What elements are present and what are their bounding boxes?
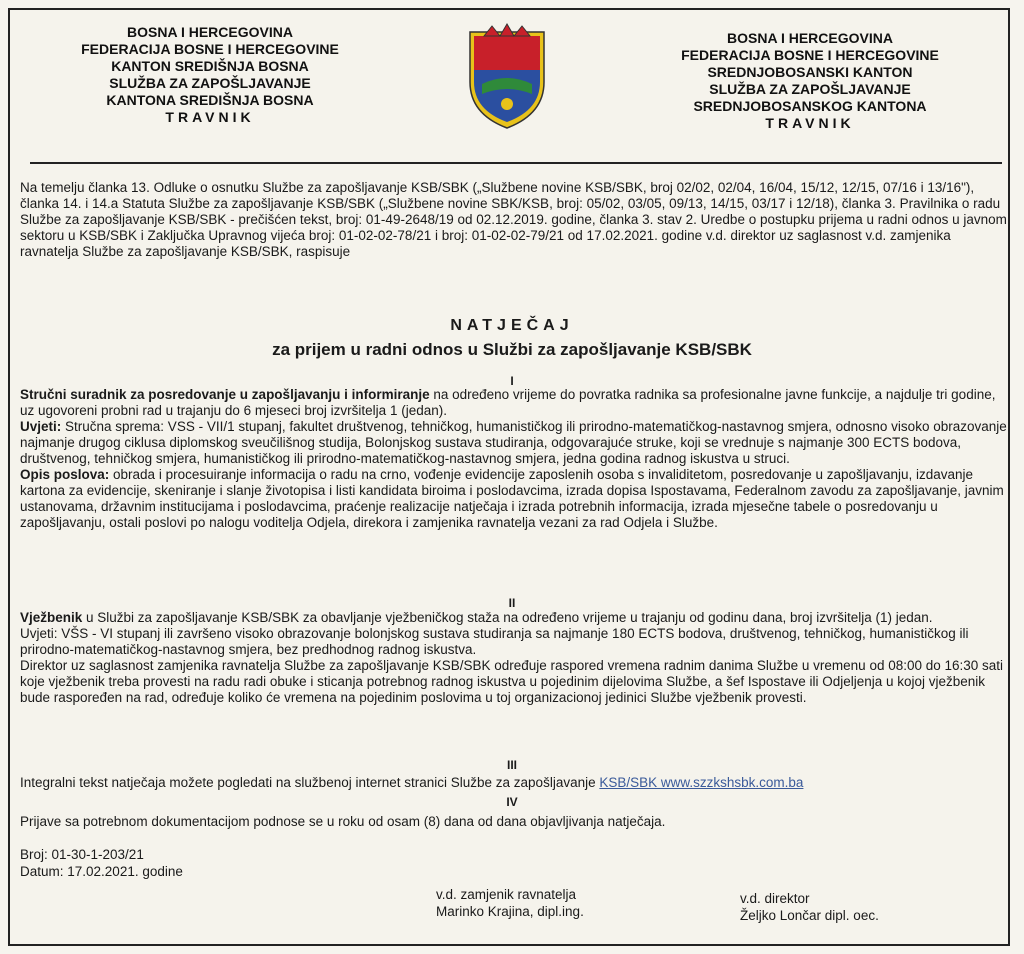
schedule-paragraph: Direktor uz saglasnost zamjenika ravnatelja Službe za zapošljavanje KSB/SBK određuje raspored vremena radnim danima Službe u vremenu od 08:00 do 16:30 sati koje vježbenik treba provesti na radu radi obuke i sticanja potrebnog radnog iskustva u pojedinim dijelovima Službe, a šef Ispostave ili Odjeljenja u kojoj vježbenik bude raspoređen na rad, određuje koliko će vremena na pojedinim poslovima u toj organizacionoj jedinici Službe vježbenik provesti. xyxy=(20,658,1004,705)
conditions-text: Stručna sprema: VSS - VII/1 stupanj, fakultet društvenog, tehničkog, humanističkog ili prirodno-matematičkog-nastavnog smjera, odnosno visoko obrazovanje najmanje drugog ciklusa diplomskog sveučilišnog studija, Bolonjskog sustava studiranja, odgovarajuće struke, koji se vrednuje s najmanje 300 ECTS bodova, društvenog, tehničkog smjera, humanističkog ili prirodno-matematičkog-nastavnog smjera, jedna godina radnog iskustva u struci. xyxy=(20,419,1007,466)
section-1 xyxy=(20,387,1010,531)
conditions-paragraph: Uvjeti: VŠS - VI stupanj ili završeno visoko obrazovanje bolonjskog sustava studiranja sa najmanje 180 ECTS bodova, društvenog, tehničkog, humanističkog ili prirodno-matematičkog-nastavnog smjera, bez predhodnog radnog iskustva. xyxy=(20,626,969,657)
position-label: Vježbenik xyxy=(20,610,83,625)
header-divider xyxy=(30,162,1002,164)
header-left xyxy=(40,24,380,126)
header-left-line: KANTONA SREDIŠNJA BOSNA xyxy=(106,92,314,108)
header-right-line: BOSNA I HERCEGOVINA xyxy=(727,30,893,46)
header-right xyxy=(630,30,990,132)
header-left-line: SLUŽBA ZA ZAPOŠLJAVANJE xyxy=(109,75,311,91)
duties-paragraph xyxy=(20,467,1010,531)
position-paragraph xyxy=(20,610,1010,626)
header-left-city: TRAVNIK xyxy=(165,109,255,125)
signature-name: Željko Lončar dipl. oec. xyxy=(740,908,879,923)
coat-of-arms-icon xyxy=(462,22,552,132)
header-left-line: KANTON SREDIŠNJA BOSNA xyxy=(111,58,309,74)
reference-date: Datum: 17.02.2021. godine xyxy=(20,864,183,879)
header-left-line: BOSNA I HERCEGOVINA xyxy=(127,24,293,40)
position-paragraph xyxy=(20,387,1010,419)
section-3 xyxy=(20,775,1010,791)
position-label: Stručni suradnik za posredovanje u zapošljavanju i informiranje xyxy=(20,387,430,402)
signature-name: Marinko Krajina, dipl.ing. xyxy=(436,904,584,919)
intro-paragraph: Na temelju članka 13. Odluke o osnutku Službe za zapošljavanje KSB/SBK („Službene novine KSB/SBK, broj 02/02, 02/04, 16/04, 15/12, 12/15, 07/16 i 13/16"), članka 14. i 14.a Statuta Službe za zapošljavanje KSB/SBK („Službene novine SBK/KSB, broj: 05/02, 03/05, 09/13, 14/15, 03/17 i 12/18), članka 3. Pravilnika o radu Službe za zapošljavanje KSB/SBK - prečišćen tekst, broj: 01-49-2648/19 od 02.12.2019. godine, članka 3. stav 2. Uredbe o postupku prijema u radni odnos u javnom sektoru u KSB/SBK i Zaključka Upravnog vijeća broj: 01-02-02-78/21 i broj: 01-02-02-79/21 od 17.02.2021. godine v.d. direktor uz saglasnost v.d. zamjenika ravnatelja Službe za zapošljavanje KSB/SBK, raspisuje xyxy=(20,180,1007,259)
announcement-title: NATJEČAJ xyxy=(450,317,574,334)
signature-role: v.d. direktor xyxy=(740,891,810,906)
section-numeral: IV xyxy=(506,795,518,809)
section-4 xyxy=(20,814,1010,830)
header-right-line: SLUŽBA ZA ZAPOŠLJAVANJE xyxy=(709,81,911,97)
header-left-line: FEDERACIJA BOSNE I HERCEGOVINE xyxy=(81,41,339,57)
duties-text: obrada i procesuiranje informacija o radu na crno, vođenje evidencije zaposlenih osoba s invaliditetom, posredovanje u zapošljavanju, izdavanje kartona za evidencije, skeniranje i slanje životopisa i listi kandidata biroima i poslodavcima, izrada dopisa Ispostavama, Federalnom zavodu za zapošljavanje, javnim ustanovama, državnim institucijama i poslodavcima, praćenje realizacije natječaja i izrada potrebnih informacija, izrada mjesečne tabele o posredovanju u zapošljavanju, ostali poslovi po nalogu voditelja Odjela, direkora i zamjenika ravnatelja vezani za rad Odjela i Službe. xyxy=(20,467,1004,530)
conditions-label: Uvjeti: xyxy=(20,419,62,434)
announcement-subtitle: za prijem u radni odnos u Službi za zapošljavanje KSB/SBK xyxy=(272,340,752,359)
position-text: u Službi za zapošljavanje KSB/SBK za obavljanje vježbeničkog staža na određeno vrijeme u trajanju od godinu dana, broj izvršitelja (1) jedan. xyxy=(82,610,933,625)
section-numeral: I xyxy=(510,374,514,388)
header-right-line: SREDNJOBOSANSKOG KANTONA xyxy=(693,98,927,114)
section-numeral: II xyxy=(508,596,516,610)
website-text: Integralni tekst natječaja možete pogledati na službenoj internet stranici Službe za zapošljavanje xyxy=(20,775,600,790)
duties-label: Opis poslova: xyxy=(20,467,110,482)
header-right-line: FEDERACIJA BOSNE I HERCEGOVINE xyxy=(681,47,939,63)
header-right-city: TRAVNIK xyxy=(765,115,855,131)
position-text: na određeno vrijeme do povratka radnika sa profesionalne javne funkcije, a najdulje tri godine, uz ugovoreni probni rad u trajanju do 6 mjeseci broj izvršitelja 1 (jedan). xyxy=(20,387,996,418)
reference-block xyxy=(20,846,183,880)
section-2 xyxy=(20,610,1010,706)
website-link[interactable]: KSB/SBK www.szzkshsbk.com.ba xyxy=(599,775,804,790)
signature-role: v.d. zamjenik ravnatelja xyxy=(436,887,577,902)
section-numeral: III xyxy=(506,758,517,772)
reference-number: Broj: 01-30-1-203/21 xyxy=(20,847,144,862)
website-paragraph xyxy=(20,775,1010,791)
signature-director xyxy=(740,890,879,924)
header-right-line: SREDNJOBOSANSKI KANTON xyxy=(707,64,913,80)
signature-deputy xyxy=(436,886,584,920)
deadline-paragraph: Prijave sa potrebnom dokumentacijom podnose se u roku od osam (8) dana od dana objavljivanja natječaja. xyxy=(20,814,666,829)
conditions-paragraph xyxy=(20,419,1010,467)
